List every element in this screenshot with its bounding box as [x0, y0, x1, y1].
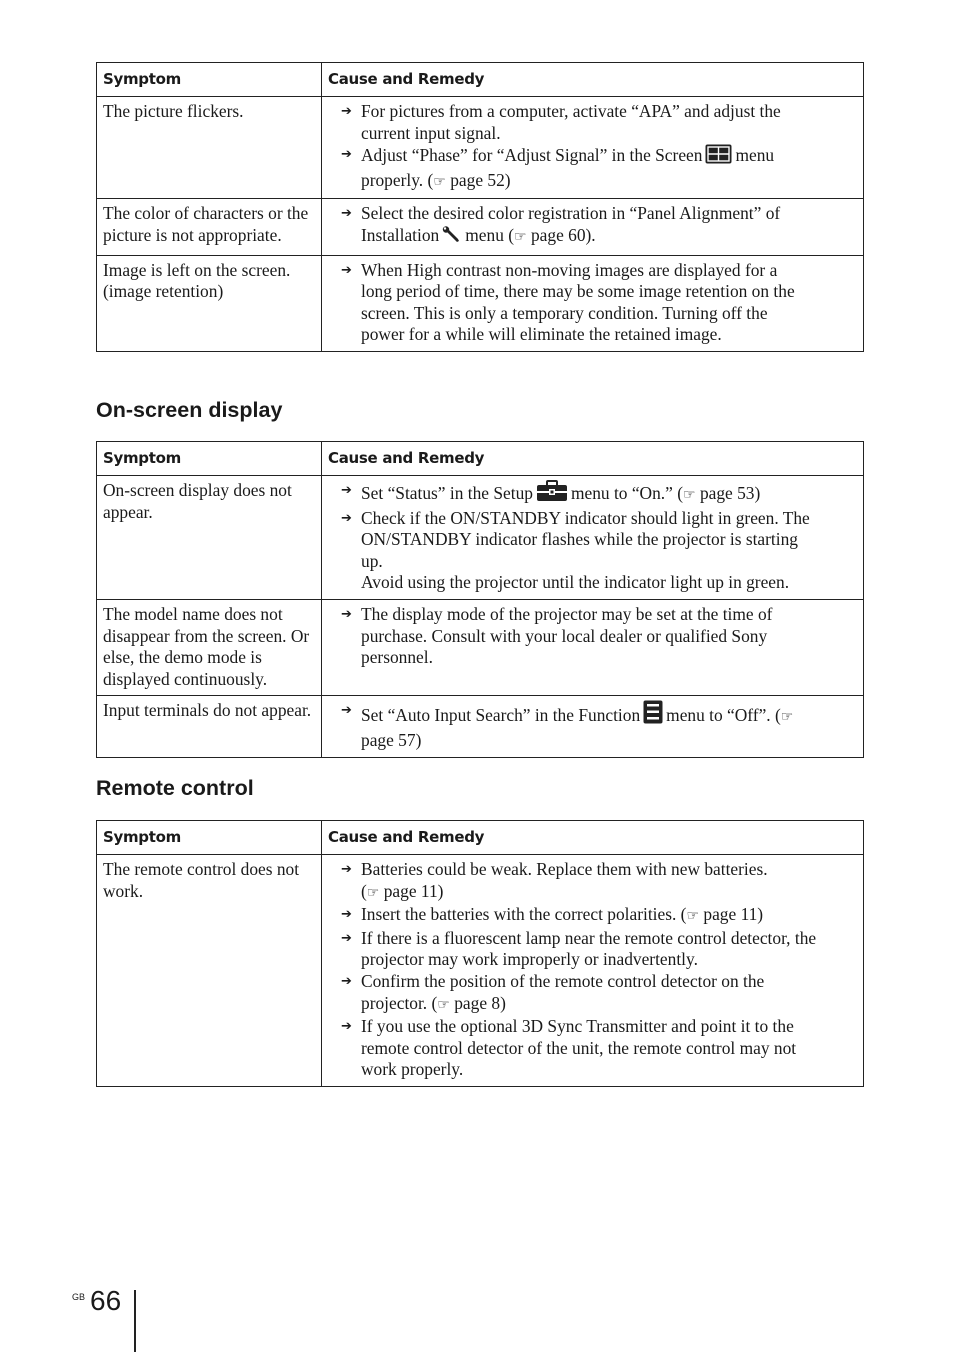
symptom-column-header: Symptom — [97, 821, 322, 855]
remedy-text: ( — [361, 880, 367, 901]
pointing-hand-icon: ☞ — [683, 487, 696, 503]
remedy-text: Check if the ON/STANDBY indicator should light in green. The — [361, 507, 810, 528]
symptom-cell: On-screen display does not appear. — [97, 476, 322, 600]
region-label: GB — [72, 1292, 86, 1302]
table-row — [97, 476, 864, 600]
remedy-text: work properly. — [361, 1059, 464, 1080]
remedy-line — [361, 971, 857, 993]
remedy-text: page 57) — [361, 729, 422, 750]
remedy-item — [341, 859, 857, 904]
remedy-text: personnel. — [361, 647, 433, 668]
table-row — [97, 255, 864, 351]
remedy-line — [361, 730, 857, 752]
remedy-text: Set “Auto Input Search” in the Function — [361, 705, 641, 726]
cause-column-header: Cause and Remedy — [322, 442, 864, 476]
remedy-text: menu to “Off”. ( — [666, 705, 781, 726]
page-reference-link[interactable]: page 60). — [530, 224, 596, 245]
remedy-line — [361, 101, 857, 123]
symptom-cell: Image is left on the screen. (image retention) — [97, 255, 322, 351]
remedy-item — [341, 1016, 857, 1081]
section-heading: On-screen display — [96, 398, 283, 422]
symptom-cell: Input terminals do not appear. — [97, 696, 322, 757]
remedy-line — [361, 647, 857, 669]
remedy-cell — [322, 599, 864, 695]
table-row — [97, 855, 864, 1087]
remedy-line — [361, 260, 857, 282]
remedy-line — [361, 480, 857, 508]
remedy-text: Installation — [361, 224, 440, 245]
footer-divider — [134, 1290, 136, 1352]
remedy-line — [361, 949, 857, 971]
symptom-column-header: Symptom — [97, 63, 322, 97]
arrow-icon: ➔ — [341, 930, 352, 946]
remedy-cell — [322, 199, 864, 255]
pointing-hand-icon: ☞ — [433, 173, 446, 190]
remedy-line — [361, 123, 857, 145]
remedy-line — [361, 281, 857, 303]
remedy-line — [361, 529, 857, 551]
wrench-icon — [442, 226, 462, 250]
remedy-text: The display mode of the projector may be set at the time of — [361, 603, 773, 624]
arrow-icon: ➔ — [341, 510, 352, 526]
remedy-item — [341, 904, 857, 928]
arrow-icon: ➔ — [341, 147, 352, 163]
remedy-line — [361, 993, 857, 1017]
arrow-icon: ➔ — [341, 703, 352, 719]
remedy-text: screen. This is only a temporary condition. Turning off the — [361, 302, 768, 323]
pointing-hand-icon: ☞ — [366, 884, 380, 901]
remedy-item — [341, 928, 857, 971]
remedy-line — [361, 225, 857, 250]
remedy-text: Set “Status” in the Setup — [361, 483, 533, 503]
page-reference-link[interactable]: page 11) — [703, 904, 764, 925]
remedy-item — [341, 700, 857, 751]
remedy-item — [341, 604, 857, 669]
remedy-line — [361, 904, 857, 928]
remedy-line — [361, 881, 857, 905]
table-row — [97, 97, 864, 199]
remedy-text: Confirm the position of the remote control detector on the — [361, 970, 765, 991]
remedy-item — [341, 144, 857, 193]
remedy-text: When High contrast non-moving images are displayed for a — [361, 259, 778, 280]
remedy-item — [341, 508, 857, 594]
remedy-text: menu ( — [465, 224, 515, 245]
cause-column-header: Cause and Remedy — [322, 63, 864, 97]
symptom-cell: The remote control does not work. — [97, 855, 322, 1087]
pointing-hand-icon: ☞ — [437, 996, 450, 1013]
arrow-icon: ➔ — [341, 862, 352, 877]
remedy-item — [341, 203, 857, 249]
symptom-cell: The color of characters or the picture is not appropriate. — [97, 199, 322, 255]
remedy-cell — [322, 476, 864, 600]
remedy-text: remote control detector of the unit, the remote control may not — [361, 1037, 797, 1058]
function-menu-icon — [643, 700, 663, 730]
remedy-line — [361, 1038, 857, 1060]
remedy-text: Batteries could be weak. Replace them with new batteries. — [361, 859, 768, 879]
remedy-line — [361, 551, 857, 573]
remedy-text: projector. ( — [361, 992, 438, 1013]
remedy-text: properly. ( — [361, 169, 434, 190]
remedy-line — [361, 324, 857, 346]
remedy-text: projector may work improperly or inadvertently. — [361, 949, 698, 970]
arrow-icon: ➔ — [341, 206, 352, 222]
remedy-text: purchase. Consult with your local dealer or qualified Sony — [361, 625, 768, 646]
arrow-icon: ➔ — [341, 483, 352, 498]
remedy-line — [361, 203, 857, 225]
troubleshooting-table — [96, 820, 864, 1087]
arrow-icon: ➔ — [341, 262, 352, 278]
remedy-line — [361, 859, 857, 881]
remedy-line — [361, 1059, 857, 1081]
table-row — [97, 696, 864, 757]
table-header-row — [97, 442, 864, 476]
symptom-column-header: Symptom — [97, 442, 322, 476]
remedy-text: Avoid using the projector until the indicator light up in green. — [361, 572, 790, 593]
remedy-item — [341, 480, 857, 508]
toolbox-icon — [536, 480, 568, 508]
remedy-text: long period of time, there may be some image retention on the — [361, 281, 795, 302]
remedy-line — [361, 604, 857, 626]
remedy-text: If you use the optional 3D Sync Transmitter and point it to the — [361, 1016, 794, 1037]
remedy-item — [341, 971, 857, 1016]
remedy-text: power for a while will eliminate the retained image. — [361, 324, 722, 345]
remedy-line — [361, 170, 857, 194]
troubleshooting-table — [96, 441, 864, 758]
pointing-hand-icon: ☞ — [514, 228, 527, 245]
remedy-item — [341, 101, 857, 144]
remedy-line — [361, 928, 857, 950]
remedy-line — [361, 1016, 857, 1038]
remedy-line — [361, 700, 857, 730]
section-heading: Remote control — [96, 776, 254, 800]
page-reference-link[interactable]: page 52) — [450, 169, 511, 190]
arrow-icon: ➔ — [341, 104, 352, 119]
remedy-text: Insert the batteries with the correct polarities. ( — [361, 904, 687, 925]
page-reference-link[interactable]: page 11) — [383, 880, 444, 901]
arrow-icon: ➔ — [341, 973, 352, 989]
remedy-text: For pictures from a computer, activate “APA” and adjust the — [361, 101, 781, 121]
symptom-cell: The picture flickers. — [97, 97, 322, 199]
remedy-text: Select the desired color registration in “Panel Alignment” of — [361, 203, 781, 224]
remedy-text: up. — [361, 550, 383, 571]
arrow-icon: ➔ — [341, 1019, 352, 1035]
pointing-hand-icon: ☞ — [686, 908, 700, 925]
cause-column-header: Cause and Remedy — [322, 821, 864, 855]
remedy-cell — [322, 855, 864, 1087]
remedy-line — [361, 303, 857, 325]
remedy-text: menu to “On.” ( — [570, 483, 684, 503]
remedy-text: menu — [735, 145, 775, 166]
remedy-cell — [322, 97, 864, 199]
remedy-line — [361, 572, 857, 594]
remedy-cell — [322, 255, 864, 351]
remedy-line — [361, 144, 857, 170]
remedy-text: ON/STANDBY indicator flashes while the projector is starting — [361, 529, 798, 550]
screen-menu-icon — [705, 144, 732, 170]
page-reference-link[interactable]: page 53) — [699, 483, 761, 503]
pointing-hand-icon: ☞ — [780, 709, 794, 726]
remedy-line — [361, 508, 857, 530]
page-reference-link[interactable]: page 8) — [454, 992, 506, 1013]
table-header-row — [97, 821, 864, 855]
page-number: 66 — [90, 1285, 122, 1316]
remedy-item — [341, 260, 857, 346]
remedy-text: Adjust “Phase” for “Adjust Signal” in the Screen — [361, 145, 703, 166]
table-header-row — [97, 63, 864, 97]
symptom-cell: The model name does not disappear from the screen. Or else, the demo mode is displayed continuously. — [97, 599, 322, 695]
arrow-icon: ➔ — [341, 606, 352, 622]
troubleshooting-table — [96, 62, 864, 352]
remedy-line — [361, 626, 857, 648]
arrow-icon: ➔ — [341, 907, 352, 923]
remedy-text: If there is a fluorescent lamp near the remote control detector, the — [361, 927, 817, 948]
remedy-text: current input signal. — [361, 122, 501, 143]
remedy-cell — [322, 696, 864, 757]
table-row — [97, 599, 864, 695]
table-row — [97, 199, 864, 255]
